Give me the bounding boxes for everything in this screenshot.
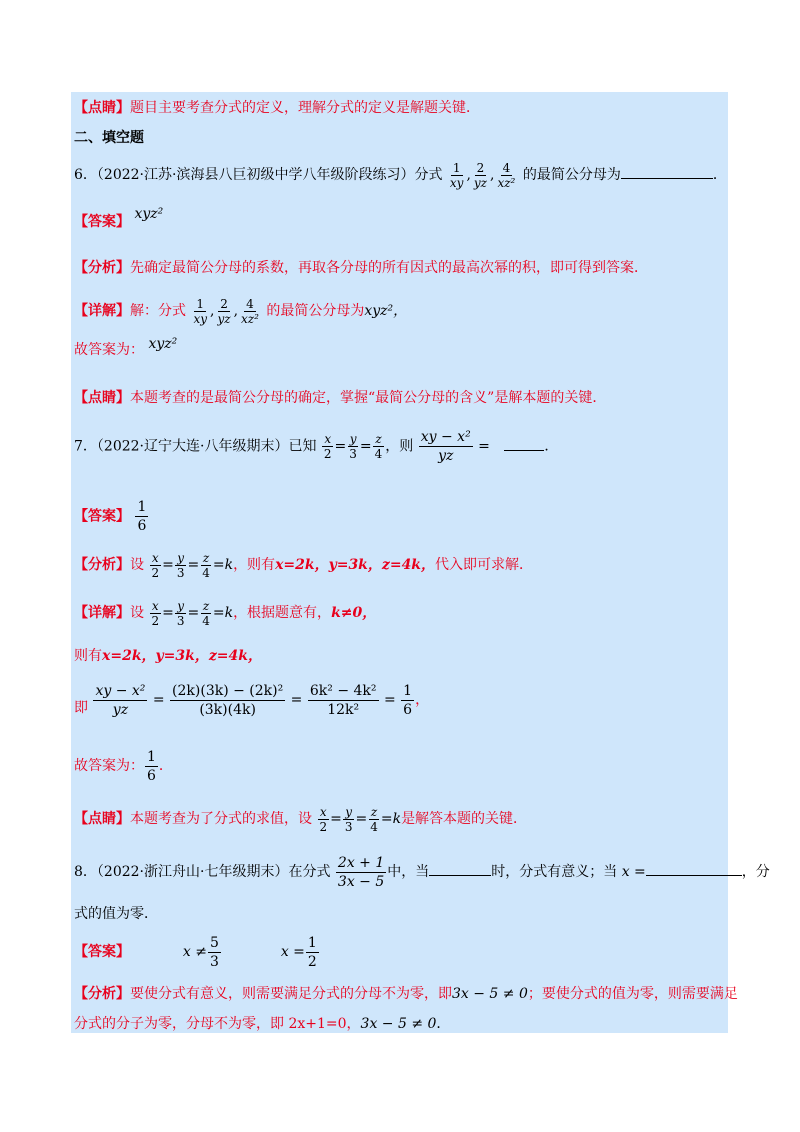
q7-detail-line: 【详解】设 $\frac{x}{2}$ = $\frac{y}{3}$ = $\frac{z}{4}$ =k，根据题意有，k≠0， <box>74 598 377 628</box>
q7-detail-k: k≠0， <box>331 605 377 621</box>
q8-question <box>74 852 770 892</box>
q7-source: （2022·辽宁大连·八年级期末） <box>96 438 289 455</box>
q7-dianjing-b: 是解答本题的关键． <box>401 811 528 827</box>
q7-calc-r: $\frac{\text{6k² − 4k²}}{\text{12k²}}$ <box>309 682 377 718</box>
answer-tag: 【答案】 <box>74 214 130 230</box>
q7-detail-ratio-y: $\frac{y}{3}$ <box>176 598 185 628</box>
dianjing-line-1 <box>74 98 480 118</box>
q7-detail-k-sym: k <box>224 605 234 621</box>
q7-number: 7． <box>74 438 97 455</box>
q7-detail-a: 设 <box>130 605 144 621</box>
q6-detail-a: 解：分式 <box>130 303 186 319</box>
q8-ans1-frac: $\frac{5}{3}$ <box>209 934 219 970</box>
q7-so-line <box>74 746 173 786</box>
q8-number: 8． <box>74 864 97 880</box>
dianjing-tag: 【点睛】 <box>74 100 130 116</box>
so-answer-label: 故答案为： <box>74 758 144 774</box>
q6-detail-frac-1: $\frac{1}{xy}$ <box>193 296 207 326</box>
q6-question: 6．（2022·江苏·滨海县八巨初级中学八年级阶段练习）分式 $\frac{1}{xy}$ , $\frac{2}{yz}$ , $\frac{4}{\text{xz²}}$ 的最简公分母为 ． <box>74 160 727 190</box>
q6-frac-2: $\frac{2}{yz}$ <box>473 160 488 190</box>
q7-calc-mid: $\frac{\text{(2k)(3k) − (2k)²}}{(3k)(4k)}$ <box>172 682 284 718</box>
section-title: 二、填空题 <box>74 130 144 146</box>
q6-frac-3: $\frac{4}{\text{xz²}}$ <box>497 160 516 190</box>
q6-answer-line <box>74 206 164 232</box>
q7-dianjing-a: 本题考查为了分式的求值，设 <box>130 811 312 827</box>
q6-detail-frac-2: $\frac{2}{yz}$ <box>217 296 231 326</box>
q6-source: （2022·江苏·滨海县八巨初级中学八年级阶段练习） <box>96 167 415 183</box>
q6-detail-frac-3: $\frac{4}{\text{xz²}}$ <box>241 296 259 326</box>
q7-dianjing-k: k <box>392 811 402 827</box>
q6-dianjing-line <box>74 388 606 408</box>
q7-analysis-k: k <box>224 557 234 573</box>
q8-xeq: x = <box>621 864 646 880</box>
q7-analysis-ratio-x: $\frac{x}{2}$ <box>151 550 160 580</box>
q8-analysis-b: ；要使分式的值为零，则需要满足 <box>527 986 738 1002</box>
q8-analysis-a: 要使分式有意义，则需要满足分式的分母不为零，即 <box>130 986 452 1002</box>
q7-answer-line <box>74 498 149 535</box>
q6-so-line <box>74 336 178 360</box>
q6-blank <box>621 164 713 179</box>
q8-frac: $\frac{2x + 1}{3x - 5}$ <box>337 854 385 890</box>
q6-detail-c: xyz²， <box>364 303 408 319</box>
so-answer-label: 故答案为： <box>74 342 144 358</box>
q7-dianjing-ratio-y: $\frac{y}{3}$ <box>344 804 353 834</box>
q7-answer: $\frac{1}{6}$ <box>137 499 147 534</box>
q7-detail-b: ，根据题意有， <box>233 605 332 621</box>
q7-calc-line: 即 $\frac{\text{xy − x²}}{yz}$ = $\frac{\text{(2k)(3k) − (2k)²}}{(3k)(4k)}$ = $\frac{\text{6k² − 4k²}}{\text{12k²}}$ = $\frac{1}{6}$ ， <box>74 682 430 718</box>
analysis-tag: 【分析】 <box>74 986 130 1002</box>
q7-analysis-c: 代入即可求解． <box>435 557 534 573</box>
q7-calc-end: ， <box>415 692 430 708</box>
detail-tag: 【详解】 <box>74 303 130 319</box>
q6-detail-b: 的最简公分母为 <box>266 303 365 319</box>
q7-text-b: ，则 <box>385 438 414 455</box>
q7-dianjing-ratio-z: $\frac{z}{4}$ <box>370 804 378 834</box>
q7-dianjing-line: 【点睛】本题考查为了分式的求值，设 $\frac{x}{2}$ = $\frac{y}{3}$ = $\frac{z}{4}$ =k是解答本题的关键． <box>74 804 528 834</box>
q8-text-b: 中，当 <box>387 864 430 880</box>
q8-answer-line <box>74 932 320 972</box>
q6-frac-1: $\frac{1}{xy}$ <box>449 160 464 190</box>
q8-ans2-pre: x = <box>280 944 305 960</box>
q7-ji: 即 <box>74 700 88 716</box>
q8-text-d: ，分 <box>741 864 770 880</box>
q6-answer: xyz² <box>134 206 164 222</box>
q8-analysis-m2: 3x − 5 ≠ 0 <box>360 1016 437 1032</box>
q6-so-value: xyz² <box>148 336 178 352</box>
q7-then: 则有 <box>74 648 102 664</box>
q8-blank-2 <box>646 861 742 876</box>
q8-analysis-c: 分式的分子为零，分母不为零，即 2x+1=0， <box>74 1016 361 1032</box>
q7-text-a: 已知 <box>288 438 317 455</box>
q8-source: （2022·浙江舟山·七年级期末） <box>96 864 289 880</box>
q7-so-frac: $\frac{1}{6}$ <box>147 748 156 784</box>
q8-blank-1 <box>429 861 491 876</box>
q7-analysis-line: 【分析】设 $\frac{x}{2}$ = $\frac{y}{3}$ = $\frac{z}{4}$ =k，则有x=2k，y=3k，z=4k，代入即可求解． <box>74 550 534 580</box>
q7-blank <box>504 436 544 451</box>
q7-ratio-z: $\frac{z}{4}$ <box>374 432 383 461</box>
q7-analysis-vals: x=2k，y=3k，z=4k， <box>275 557 436 573</box>
dianjing-tag: 【点睛】 <box>74 390 130 406</box>
q6-number: 6． <box>74 167 97 183</box>
q7-question: 7．（2022·辽宁大连·八年级期末）已知 $\frac{x}{2}$ = $\frac{y}{3}$ = $\frac{z}{4}$ ，则 $\frac{\text{xy − x²}}{yz}$ = ． <box>74 429 559 464</box>
answer-tag: 【答案】 <box>74 508 130 525</box>
q7-calc-lhs: $\frac{\text{xy − x²}}{yz}$ <box>95 682 146 718</box>
q8-question-cont: 式的值为零． <box>74 906 158 922</box>
q7-so-end: ． <box>158 758 173 774</box>
q7-detail-ratio-z: $\frac{z}{4}$ <box>202 598 210 628</box>
q6-analysis: 先确定最简公分母的系数，再取各分母的所有因式的最高次幂的积，即可得到答案． <box>130 260 648 276</box>
q7-ratio-x: $\frac{x}{2}$ <box>323 432 332 461</box>
q8-analysis-line-1 <box>74 984 738 1004</box>
answer-tag: 【答案】 <box>74 944 130 960</box>
q7-then-vals: x=2k，y=3k，z=4k， <box>102 648 262 664</box>
q7-analysis-a: 设 <box>130 557 144 573</box>
q6-detail-line: 【详解】解：分式 $\frac{1}{xy}$ , $\frac{2}{yz}$ , $\frac{4}{\text{xz²}}$ 的最简公分母为xyz²， <box>74 296 408 326</box>
q7-eq: = <box>478 438 490 455</box>
dianjing-tag: 【点睛】 <box>74 811 130 827</box>
q7-then-line <box>74 646 262 666</box>
q7-analysis-ratio-z: $\frac{z}{4}$ <box>202 550 210 580</box>
q8-analysis-end: ． <box>436 1016 451 1032</box>
q7-end: ． <box>544 438 559 455</box>
q8-text-a: 在分式 <box>288 864 331 880</box>
q8-analysis-line-2 <box>74 1014 450 1034</box>
q8-text-c: 时，分式有意义；当 <box>491 864 618 880</box>
analysis-tag: 【分析】 <box>74 260 130 276</box>
q7-expr: $\frac{\text{xy − x²}}{yz}$ <box>420 429 471 464</box>
q7-calc-res: $\frac{1}{6}$ <box>403 682 413 718</box>
q7-analysis-ratio-y: $\frac{y}{3}$ <box>176 550 185 580</box>
detail-tag: 【详解】 <box>74 605 130 621</box>
q8-ans1-pre: x ≠ <box>182 944 207 960</box>
q6-analysis-line <box>74 258 648 278</box>
q8-ans2-frac: $\frac{1}{2}$ <box>307 934 317 970</box>
q7-dianjing-ratio-x: $\frac{x}{2}$ <box>319 804 328 834</box>
q6-text-b: 的最简公分母为 <box>522 167 621 183</box>
q6-end: ． <box>712 167 727 183</box>
dianjing-text: 题目主要考查分式的定义，理解分式的定义是解题关键． <box>130 100 480 116</box>
q7-analysis-b: ，则有 <box>233 557 276 573</box>
q7-detail-ratio-x: $\frac{x}{2}$ <box>151 598 160 628</box>
q8-analysis-m1: 3x − 5 ≠ 0 <box>452 986 528 1002</box>
q6-dianjing: 本题考查的是最简公分母的确定，掌握“最简公分母的含义”是解本题的关键． <box>130 390 607 406</box>
q7-ratio-y: $\frac{y}{3}$ <box>349 432 357 461</box>
q6-text-a: 分式 <box>414 167 443 183</box>
analysis-tag: 【分析】 <box>74 557 130 573</box>
